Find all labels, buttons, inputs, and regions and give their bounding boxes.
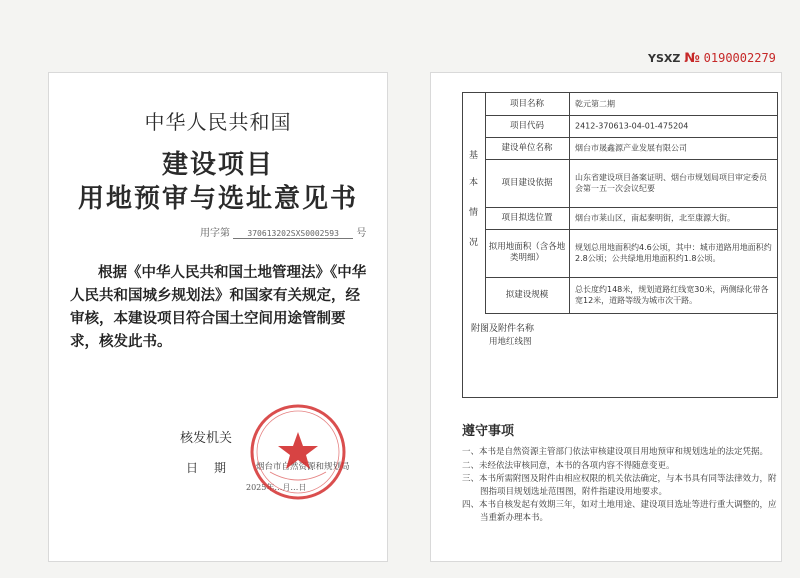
side-char: 基 <box>469 151 479 161</box>
table-row <box>485 277 777 314</box>
table-row <box>485 229 777 278</box>
notice-list <box>462 446 778 525</box>
table-row <box>485 137 777 160</box>
row-label: 项目建设依据 <box>485 159 570 207</box>
row-value: 2412-370613-04-01-475204 <box>575 121 689 131</box>
row-value: 烟台市晟鑫源产业发展有限公司 <box>575 143 687 153</box>
side-char: 况 <box>469 238 479 248</box>
doc-number-value: 370613202SXS0002593 <box>233 229 353 239</box>
row-value: 烟台市莱山区，南起秦明街，北至康源大街。 <box>575 213 735 223</box>
row-value: 山东省建设项目备案证明、烟台市规划局项目审定委员会第一五一次会议纪要 <box>575 173 767 193</box>
doc-number-prefix: 用字第 <box>200 228 230 239</box>
row-value: 乾元第二期 <box>575 99 615 109</box>
date-label: 日期 <box>186 461 243 475</box>
issue-date: 2025年…月…日 <box>246 483 307 492</box>
document-title-line2: 用地预审与选址意见书 <box>77 184 358 214</box>
basic-info-side-label <box>463 93 486 313</box>
issuer-name: 烟台市自然资源和规划局 <box>256 462 350 472</box>
row-label: 拟建设规模 <box>485 277 570 313</box>
document-title-line1: 建设项目 <box>161 150 274 180</box>
basic-info-table <box>462 92 778 398</box>
issuer-label: 核发机关 <box>180 431 233 446</box>
row-label: 项目拟选位置 <box>485 207 570 229</box>
table-row <box>485 93 777 116</box>
serial-prefix: YSXZ <box>648 52 681 65</box>
side-char: 情 <box>469 208 479 218</box>
doc-number-suffix: 号 <box>356 228 367 239</box>
document-number <box>200 224 366 239</box>
row-label: 项目名称 <box>485 93 570 115</box>
row-value: 总长度约148米，规划道路红线宽30米，两侧绿化带各宽12米，道路等级为城市次干路。 <box>575 285 769 305</box>
attachment-label: 附图及附件名称 <box>471 324 535 334</box>
serial-value: 0190002279 <box>703 51 776 65</box>
row-label: 拟用地面积（含各地类明细） <box>485 229 570 277</box>
certificate-body-text: 根据《中华人民共和国土地管理法》《中华人民共和国城乡规划法》和国家有关规定，经审核，本建设项目符合国土空间用途管制要求，核发此书。 <box>70 265 367 350</box>
table-row <box>485 159 777 208</box>
table-row <box>485 115 777 138</box>
attachment-item: 用地红线图 <box>489 337 532 347</box>
front-page-content <box>48 72 388 562</box>
notice-title: 遵守事项 <box>462 424 515 439</box>
country-name: 中华人民共和国 <box>144 110 292 134</box>
serial-no-sign: № <box>684 51 700 66</box>
row-value: 规划总用地面积约4.6公顷，其中：城市道路用地面积约2.8公顷；公共绿地用地面积约1.8公顷。 <box>575 243 772 263</box>
notice-item: 一、本书是自然资源主管部门依法审核建设项目用地预审和规划选址的法定凭据。 <box>462 447 769 457</box>
official-seal-icon <box>248 402 348 502</box>
row-label: 项目代码 <box>485 115 570 137</box>
serial-number <box>648 51 776 66</box>
side-char: 本 <box>469 178 479 188</box>
table-row <box>485 207 777 230</box>
notice-item: 二、未经依法审核同意，本书的各项内容不得随意变更。 <box>462 460 675 471</box>
row-label: 建设单位名称 <box>485 137 570 159</box>
notice-item: 四、本书自核发起有效期三年，如对土地用途、建设项目选址等进行重大调整的，应当重新办理本书。 <box>462 500 777 523</box>
notice-item: 三、本书所需附图及附件由相应权限的机关依法确定，与本书具有同等法律效力，附图指项目规划选址范围图，附件指建设用地要求。 <box>462 474 777 497</box>
